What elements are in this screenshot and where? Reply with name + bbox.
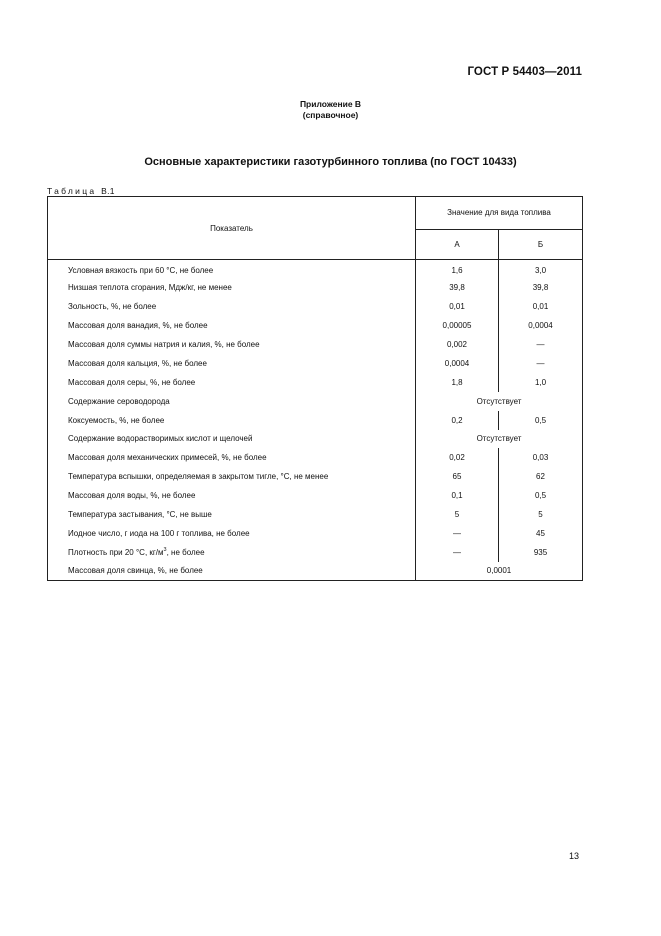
appendix-subtitle: (справочное) <box>302 110 359 120</box>
row-value-b: 3,0 <box>499 260 583 279</box>
table-row <box>48 448 583 467</box>
row-value-b: 0,0004 <box>499 316 583 335</box>
row-value-a: 0,00005 <box>416 316 499 335</box>
row-value-merged: 0,0001 <box>416 562 583 581</box>
row-parameter: Массовая доля суммы натрия и калия, %, не более <box>48 335 416 354</box>
row-parameter: Температура вспышки, определяемая в закрытом тигле, °С, не менее <box>48 467 416 486</box>
table-row <box>48 411 583 430</box>
row-value-a: — <box>416 524 499 543</box>
header-col-b: Б <box>499 229 583 259</box>
table-row <box>48 505 583 524</box>
table-row <box>48 524 583 543</box>
row-value-b: 0,5 <box>499 411 583 430</box>
row-value-a: — <box>416 543 499 562</box>
fuel-characteristics-table <box>47 196 583 581</box>
row-value-a: 39,8 <box>416 278 499 297</box>
row-value-b: 1,0 <box>499 373 583 392</box>
table-row <box>48 562 583 581</box>
row-value-b: — <box>499 335 583 354</box>
table-row <box>48 260 583 279</box>
row-parameter: Низшая теплота сгорания, Мдж/кг, не менее <box>48 278 416 297</box>
row-value-a: 0,002 <box>416 335 499 354</box>
table-row <box>48 316 583 335</box>
row-parameter: Массовая доля кальция, %, не более <box>48 354 416 373</box>
table-row <box>48 354 583 373</box>
appendix-title: Приложение В <box>299 99 362 109</box>
row-parameter: Коксуемость, %, не более <box>48 411 416 430</box>
row-parameter: Условная вязкость при 60 °С, не более <box>48 260 416 279</box>
page-number: 13 <box>568 851 579 861</box>
row-parameter: Массовая доля механических примесей, %, не более <box>48 448 416 467</box>
table-row <box>48 467 583 486</box>
row-value-a: 0,01 <box>416 297 499 316</box>
density-unit-exponent: 3 <box>163 547 167 554</box>
row-value-a: 0,02 <box>416 448 499 467</box>
row-value-b: — <box>499 354 583 373</box>
row-value-b: 0,01 <box>499 297 583 316</box>
header-parameter: Показатель <box>48 197 416 260</box>
section-title: Основные характеристики газотурбинного топлива (по ГОСТ 10433) <box>144 156 517 168</box>
table-row <box>48 373 583 392</box>
table-row <box>48 430 583 449</box>
row-value-b: 0,5 <box>499 486 583 505</box>
row-value-b: 935 <box>499 543 583 562</box>
table-row <box>48 278 583 297</box>
row-parameter: Температура застывания, °С, не выше <box>48 505 416 524</box>
table-label-number: В.1 <box>101 186 115 196</box>
table-row <box>48 297 583 316</box>
row-value-b: 5 <box>499 505 583 524</box>
row-value-a: 5 <box>416 505 499 524</box>
row-value-a: 65 <box>416 467 499 486</box>
row-value-b: 0,03 <box>499 448 583 467</box>
density-label-tail: , не более <box>166 548 205 558</box>
row-value-merged: Отсутствует <box>416 392 583 411</box>
table-label-prefix: Таблица <box>47 186 97 196</box>
row-value-b: 62 <box>499 467 583 486</box>
table-row <box>48 392 583 411</box>
row-value-b: 45 <box>499 524 583 543</box>
table-label <box>47 186 115 196</box>
row-parameter: Зольность, %, не более <box>48 297 416 316</box>
row-parameter: Иодное число, г иода на 100 г топлива, не более <box>48 524 416 543</box>
row-parameter: Содержание водорастворимых кислот и щелочей <box>48 430 416 449</box>
density-label: Плотность при 20 °С, кг/м <box>68 548 164 558</box>
row-value-a: 1,6 <box>416 260 499 279</box>
row-value-a: 1,8 <box>416 373 499 392</box>
header-value: Значение для вида топлива <box>416 197 583 230</box>
header-col-a: А <box>416 229 499 259</box>
row-value-a: 0,1 <box>416 486 499 505</box>
document-code: ГОСТ Р 54403—2011 <box>467 66 582 78</box>
row-parameter: Содержание сероводорода <box>48 392 416 411</box>
row-value-a: 0,0004 <box>416 354 499 373</box>
table-row <box>48 543 583 562</box>
table-row <box>48 335 583 354</box>
row-parameter: Массовая доля ванадия, %, не более <box>48 316 416 335</box>
row-parameter: Массовая доля воды, %, не более <box>48 486 416 505</box>
row-parameter: Массовая доля свинца, %, не более <box>48 562 416 581</box>
row-value-a: 0,2 <box>416 411 499 430</box>
row-value-merged: Отсутствует <box>416 430 583 449</box>
row-value-b: 39,8 <box>499 278 583 297</box>
table-row <box>48 486 583 505</box>
appendix-heading <box>0 99 661 121</box>
row-parameter: Массовая доля серы, %, не более <box>48 373 416 392</box>
row-parameter <box>48 543 416 562</box>
